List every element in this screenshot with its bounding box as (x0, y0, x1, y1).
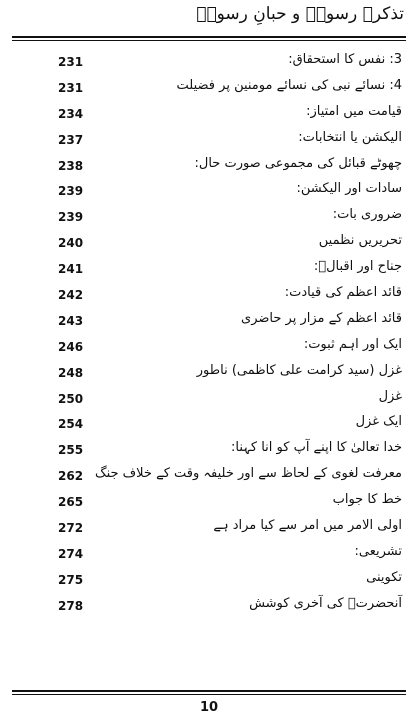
toc-page-number: 242 (58, 288, 84, 303)
toc-entry-title: جناح اور اقبالؒ: (313, 259, 402, 275)
toc-entry-title: سادات اور الیکشن: (296, 181, 402, 197)
toc-entry-title: قیامت میں امتیاز: (306, 103, 402, 119)
toc-entry-title: چھوٹے قبائل کی مجموعی صورت حال: (194, 155, 402, 171)
toc-entry-title: تشریعی: (354, 543, 402, 559)
toc-entry-title: ایک غزل (355, 414, 402, 430)
toc-page-number: 254 (58, 417, 84, 432)
toc-entry-title: قائد اعظم کے مزار پر حاضری (241, 310, 402, 326)
toc-page-number: 234 (58, 106, 84, 121)
toc-page-number: 272 (58, 521, 84, 536)
toc-entry (0, 414, 418, 440)
toc-entry-title: 3: نفس کا استحقاق: (288, 52, 402, 67)
toc-page-number: 274 (58, 546, 84, 561)
toc-entry (0, 311, 418, 337)
toc-entry-title: خط کا جواب (332, 492, 402, 508)
header-rule (12, 36, 406, 38)
toc-page-number: 241 (58, 262, 84, 277)
toc-page-number: 238 (58, 158, 84, 173)
toc-entry (0, 259, 418, 285)
toc-page-number: 243 (58, 313, 84, 328)
toc-entry (0, 596, 418, 622)
toc-page-number: 239 (58, 210, 84, 225)
toc-entry-title: 4: نسائے نبی کی نسائے مومنین پر فضیلت (176, 77, 402, 93)
toc-entry (0, 440, 418, 466)
toc-page-number: 275 (58, 572, 84, 587)
toc-entry (0, 156, 418, 182)
toc-page-number: 231 (58, 80, 84, 95)
toc-page-number: 265 (58, 495, 84, 510)
toc-entry (0, 518, 418, 544)
toc-entry-title: تکوینی (366, 569, 402, 585)
toc-page-number: 248 (58, 365, 84, 380)
table-of-contents (0, 52, 418, 622)
toc-page-number: 231 (58, 55, 84, 69)
toc-page-number: 246 (58, 339, 84, 354)
page-number: 10 (199, 700, 219, 715)
toc-entry (0, 492, 418, 518)
toc-entry (0, 570, 418, 596)
toc-entry (0, 363, 418, 389)
toc-entry-title: معرفت لغوی کے لحاظ سے اور خلیفہ وقت کے خلاف جنگ (94, 466, 402, 482)
toc-entry-title: غزل (سید کرامت علی کاظمی) ناطور (196, 362, 402, 378)
toc-page-number: 278 (58, 598, 84, 613)
toc-entry (0, 207, 418, 233)
toc-entry (0, 285, 418, 311)
toc-entry (0, 181, 418, 207)
toc-page-number: 239 (58, 184, 84, 199)
toc-entry-title: تحریریں نظمیں (318, 233, 402, 249)
toc-entry-title: خدا تعالیٰ کا اپنے آپ کو انا کہنا: (231, 440, 402, 456)
toc-entry (0, 233, 418, 259)
toc-entry-title: اولی الامر میں امر سے کیا مراد ہے (213, 518, 402, 534)
toc-entry-title: آنحضرتؐ کی آخری کوشش (249, 595, 402, 611)
toc-entry (0, 544, 418, 570)
toc-page-number: 240 (58, 236, 84, 251)
toc-entry-title: قائد اعظم کی قیادت: (284, 285, 402, 301)
toc-entry-title: الیکشن یا انتخابات: (298, 129, 402, 145)
header-rule-thin (12, 40, 406, 41)
toc-entry-title: غزل (378, 388, 402, 404)
toc-page-number: 255 (58, 443, 84, 458)
toc-page-number: 250 (58, 391, 84, 406)
footer-rule-thin (12, 694, 406, 695)
footer-rule (12, 690, 406, 692)
toc-entry (0, 466, 418, 492)
toc-entry (0, 52, 418, 78)
toc-entry (0, 389, 418, 415)
toc-entry-title: ایک اور اہم ثبوت: (303, 336, 402, 352)
toc-entry-title: ضروری بات: (332, 207, 402, 223)
toc-entry (0, 130, 418, 156)
toc-entry (0, 78, 418, 104)
toc-entry (0, 337, 418, 363)
running-header-title: تذکرۂ رسولؐ و حبانِ رسولؐ (196, 4, 404, 24)
toc-page-number: 237 (58, 132, 84, 147)
toc-page-number: 262 (58, 469, 84, 484)
toc-entry (0, 104, 418, 130)
